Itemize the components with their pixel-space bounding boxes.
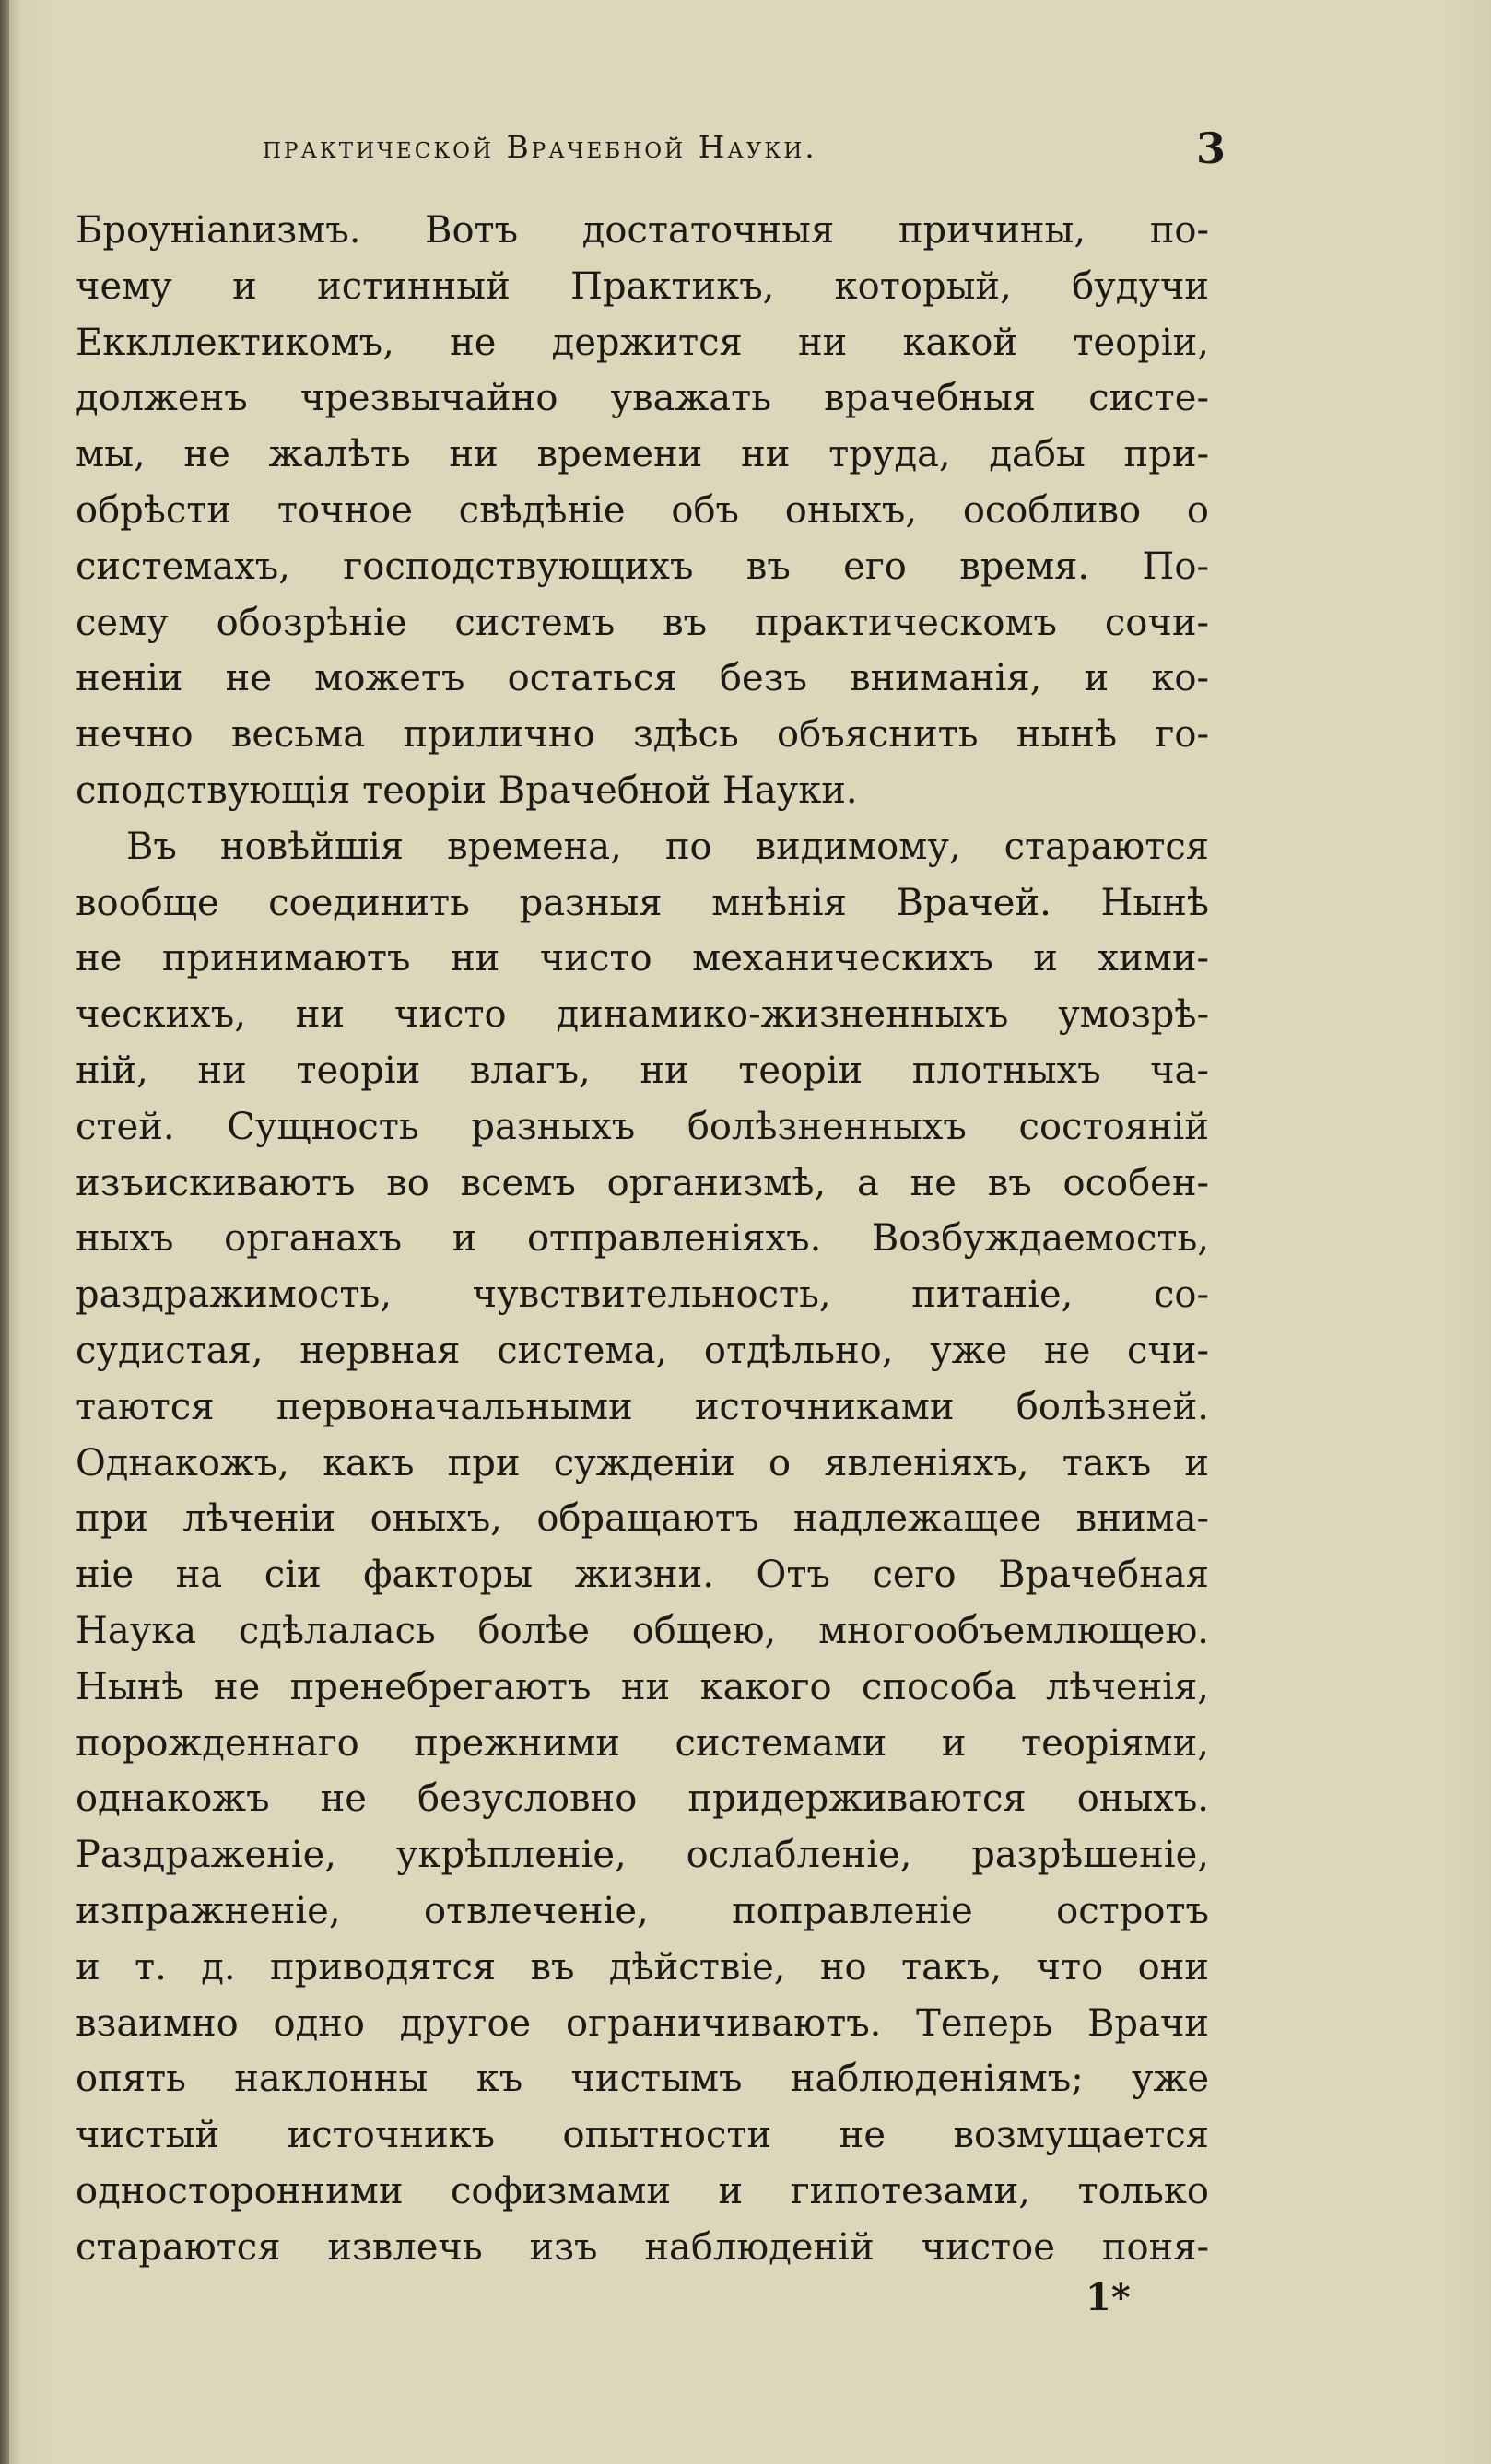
text-line: нiе на сiи факторы жизни. Отъ сего Врачебная <box>76 1554 1209 1597</box>
text-line: мы, не жалѣть ни времени ни труда, дабы при- <box>76 433 1209 476</box>
text-line: Еккллектикомъ, не держится ни какой теорiи, <box>76 321 1209 364</box>
text-line: Въ новѣйшiя времена, по видимому, стараются <box>126 825 1209 868</box>
page-number: 3 <box>1195 123 1226 173</box>
text-line: не принимаютъ ни чисто механическихъ и хими- <box>76 937 1209 980</box>
text-line: чему и истинный Практикъ, который, будучи <box>76 264 1209 308</box>
text-line: односторонними софизмами и гипотезами, только <box>76 2169 1209 2212</box>
page-spine-shadow <box>0 0 9 2464</box>
text-line: таются первоначальными источниками болѣзней. <box>76 1385 1209 1428</box>
text-line: сподствующiя теорiи Врачебной Науки. <box>76 769 858 812</box>
text-line: нiй, ни теорiи влагъ, ни теорiи плотныхъ ча- <box>76 1049 1209 1092</box>
text-line: Нынѣ не пренебрегаютъ ни какого способа лѣченiя, <box>76 1665 1209 1708</box>
text-line: Раздраженiе, укрѣпленiе, ослабленiе, разрѣшенiе, <box>76 1834 1209 1877</box>
text-line: стараются извлечь изъ наблюденiй чистое поня- <box>76 2225 1209 2269</box>
text-line: порожденнаго прежними системами и теорiями, <box>76 1721 1209 1765</box>
text-line: ныхъ органахъ и отправленiяхъ. Возбуждаемость, <box>76 1217 1209 1261</box>
text-line: чистый источникъ опытности не возмущается <box>76 2114 1209 2157</box>
text-line: раздражимость, чувствительность, питанiе, со- <box>76 1273 1209 1317</box>
running-head: практической Врачебной Науки. <box>263 129 817 165</box>
text-line: ческихъ, ни чисто динамико-жизненныхъ умозрѣ- <box>76 993 1209 1037</box>
text-line: вообще соединить разныя мнѣнiя Врачей. Нынѣ <box>76 881 1209 924</box>
text-line: изъискиваютъ во всемъ организмѣ, а не въ особен- <box>76 1161 1209 1204</box>
text-line: однакожъ не безусловно придерживаются оныхъ. <box>76 1778 1209 1821</box>
text-line: Броунianизмъ. Вотъ достаточныя причины, по- <box>76 209 1209 252</box>
text-line: изпражненiе, отвлеченiе, поправленiе остротъ <box>76 1889 1209 1932</box>
page-header <box>263 123 1226 184</box>
text-line: при лѣченiи оныхъ, обращаютъ надлежащее внима- <box>76 1497 1209 1541</box>
text-line: опять наклонны къ чистымъ наблюденiямъ; уже <box>76 2058 1209 2101</box>
text-line: взаимно одно другое ограничиваютъ. Теперь Врачи <box>76 2001 1209 2045</box>
signature-mark: 1* <box>1086 2276 1131 2319</box>
text-line: Однакожъ, какъ при сужденiи о явленiяхъ, такъ и <box>76 1441 1209 1484</box>
text-line: нечно весьма прилично здѣсь объяснить нынѣ го- <box>76 713 1209 757</box>
text-line: сему обозрѣнiе системъ въ практическомъ сочи- <box>76 601 1209 644</box>
text-line: долженъ чрезвычайно уважать врачебныя систе- <box>76 377 1209 420</box>
text-line: Наука сдѣлалась болѣе общею, многообъемлющею. <box>76 1609 1209 1652</box>
text-line: ненiи не можетъ остаться безъ вниманiя, и ко- <box>76 657 1209 700</box>
text-line: обрѣсти точное свѣдѣнiе объ оныхъ, особливо о <box>76 488 1209 532</box>
body-text <box>76 203 1209 2275</box>
text-line: стей. Сущность разныхъ болѣзненныхъ состоянiй <box>76 1105 1209 1148</box>
text-line: и т. д. приводятся въ дѣйствiе, но такъ, что они <box>76 1945 1209 1989</box>
text-line: судистая, нервная система, отдѣльно, уже не счи- <box>76 1329 1209 1372</box>
text-line: системахъ, господствующихъ въ его время. По- <box>76 545 1209 588</box>
